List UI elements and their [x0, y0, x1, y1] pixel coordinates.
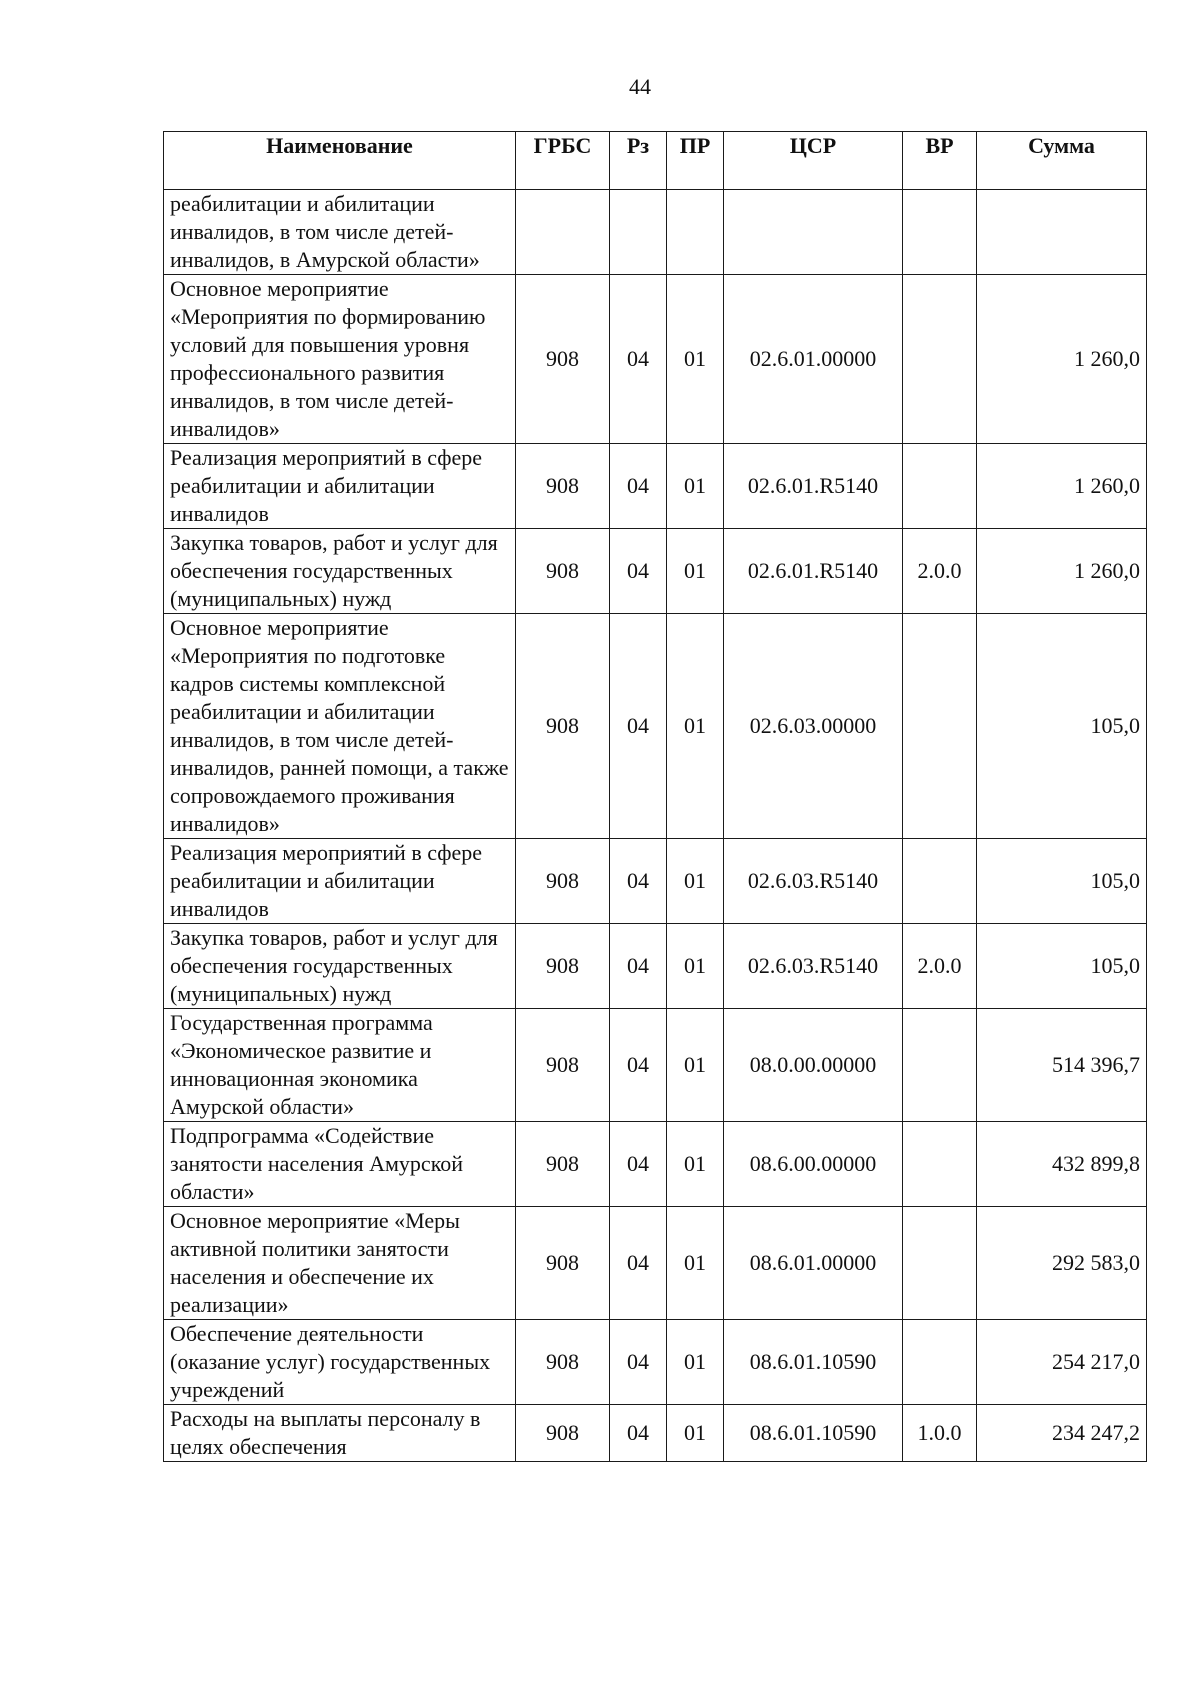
row-rz: 04: [610, 1122, 667, 1207]
row-name: Расходы на выплаты персоналу в целях обеспечения: [164, 1405, 516, 1462]
row-vr: [903, 1207, 977, 1320]
row-rz: 04: [610, 444, 667, 529]
row-pr: 01: [667, 1405, 724, 1462]
row-sum: 432 899,8: [977, 1122, 1147, 1207]
row-name: Основное мероприятие «Меры активной политики занятости населения и обеспечение их реализации»: [164, 1207, 516, 1320]
row-sum: 105,0: [977, 614, 1147, 839]
row-pr: 01: [667, 275, 724, 444]
row-name: Основное мероприятие «Мероприятия по формированию условий для повышения уровня профессионального развития инвалидов, в том числе детей-инвалидов»: [164, 275, 516, 444]
row-pr: 01: [667, 614, 724, 839]
row-sum: 1 260,0: [977, 444, 1147, 529]
row-name: Реализация мероприятий в сфере реабилитации и абилитации инвалидов: [164, 839, 516, 924]
header-sum: Сумма: [977, 132, 1147, 190]
row-rz: 04: [610, 1009, 667, 1122]
row-csr: 08.6.00.00000: [724, 1122, 903, 1207]
header-csr: ЦСР: [724, 132, 903, 190]
row-name: Закупка товаров, работ и услуг для обеспечения государственных (муниципальных) нужд: [164, 529, 516, 614]
row-name: Обеспечение деятельности (оказание услуг) государственных учреждений: [164, 1320, 516, 1405]
table-row: [164, 1122, 1147, 1207]
row-pr: 01: [667, 444, 724, 529]
row-rz: 04: [610, 1207, 667, 1320]
table-row: [164, 1009, 1147, 1122]
row-rz: 04: [610, 1320, 667, 1405]
row-csr: 02.6.03.R5140: [724, 924, 903, 1009]
row-grbs: 908: [516, 1320, 610, 1405]
table-row: [164, 275, 1147, 444]
row-pr: 01: [667, 1009, 724, 1122]
row-vr: [903, 614, 977, 839]
table-row: [164, 529, 1147, 614]
row-rz: 04: [610, 529, 667, 614]
header-name: Наименование: [164, 132, 516, 190]
row-grbs: 908: [516, 839, 610, 924]
row-name: Закупка товаров, работ и услуг для обеспечения государственных (муниципальных) нужд: [164, 924, 516, 1009]
row-csr: [724, 190, 903, 275]
row-pr: 01: [667, 529, 724, 614]
row-pr: 01: [667, 839, 724, 924]
row-sum: 292 583,0: [977, 1207, 1147, 1320]
row-rz: 04: [610, 924, 667, 1009]
table-row: [164, 1405, 1147, 1462]
row-grbs: 908: [516, 1009, 610, 1122]
table-row: [164, 444, 1147, 529]
table-row: [164, 924, 1147, 1009]
row-grbs: 908: [516, 614, 610, 839]
row-csr: 02.6.03.00000: [724, 614, 903, 839]
row-name: Государственная программа «Экономическое развитие и инновационная экономика Амурской области»: [164, 1009, 516, 1122]
row-csr: 08.0.00.00000: [724, 1009, 903, 1122]
row-pr: 01: [667, 1207, 724, 1320]
row-csr: 08.6.01.10590: [724, 1320, 903, 1405]
table-row: [164, 1320, 1147, 1405]
row-vr: [903, 839, 977, 924]
row-grbs: 908: [516, 924, 610, 1009]
row-sum: 234 247,2: [977, 1405, 1147, 1462]
row-vr: 2.0.0: [903, 529, 977, 614]
row-rz: 04: [610, 1405, 667, 1462]
row-csr: 02.6.01.R5140: [724, 444, 903, 529]
table-row: [164, 839, 1147, 924]
row-vr: 2.0.0: [903, 924, 977, 1009]
row-rz: 04: [610, 275, 667, 444]
row-vr: 1.0.0: [903, 1405, 977, 1462]
row-csr: 08.6.01.00000: [724, 1207, 903, 1320]
row-grbs: 908: [516, 444, 610, 529]
row-vr: [903, 190, 977, 275]
row-sum: 254 217,0: [977, 1320, 1147, 1405]
row-pr: [667, 190, 724, 275]
row-csr: 02.6.01.R5140: [724, 529, 903, 614]
row-vr: [903, 444, 977, 529]
header-rz: Рз: [610, 132, 667, 190]
table-row: [164, 190, 1147, 275]
table-row: [164, 614, 1147, 839]
row-sum: 1 260,0: [977, 275, 1147, 444]
row-name: реабилитации и абилитации инвалидов, в том числе детей-инвалидов, в Амурской области»: [164, 190, 516, 275]
table-row: [164, 1207, 1147, 1320]
row-vr: [903, 275, 977, 444]
row-grbs: 908: [516, 1207, 610, 1320]
row-pr: 01: [667, 1320, 724, 1405]
row-grbs: 908: [516, 1122, 610, 1207]
row-vr: [903, 1009, 977, 1122]
row-csr: 02.6.03.R5140: [724, 839, 903, 924]
header-row: [164, 132, 1147, 190]
header-grbs: ГРБС: [516, 132, 610, 190]
row-grbs: 908: [516, 275, 610, 444]
budget-table: [163, 131, 1147, 1462]
header-vr: ВР: [903, 132, 977, 190]
row-csr: 02.6.01.00000: [724, 275, 903, 444]
row-name: Основное мероприятие «Мероприятия по подготовке кадров системы комплексной реабилитации и абилитации инвалидов, в том числе детей-инвалидов, ранней помощи, а также сопровождаемого проживания инвалидов»: [164, 614, 516, 839]
row-sum: 514 396,7: [977, 1009, 1147, 1122]
row-grbs: 908: [516, 1405, 610, 1462]
row-name: Подпрограмма «Содействие занятости населения Амурской области»: [164, 1122, 516, 1207]
row-grbs: 908: [516, 529, 610, 614]
row-sum: 105,0: [977, 924, 1147, 1009]
row-grbs: [516, 190, 610, 275]
page-number: 44: [629, 74, 651, 99]
row-rz: 04: [610, 839, 667, 924]
row-csr: 08.6.01.10590: [724, 1405, 903, 1462]
row-rz: [610, 190, 667, 275]
row-pr: 01: [667, 924, 724, 1009]
row-name: Реализация мероприятий в сфере реабилитации и абилитации инвалидов: [164, 444, 516, 529]
row-pr: 01: [667, 1122, 724, 1207]
row-vr: [903, 1320, 977, 1405]
row-sum: [977, 190, 1147, 275]
header-pr: ПР: [667, 132, 724, 190]
row-vr: [903, 1122, 977, 1207]
row-sum: 1 260,0: [977, 529, 1147, 614]
row-rz: 04: [610, 614, 667, 839]
row-sum: 105,0: [977, 839, 1147, 924]
